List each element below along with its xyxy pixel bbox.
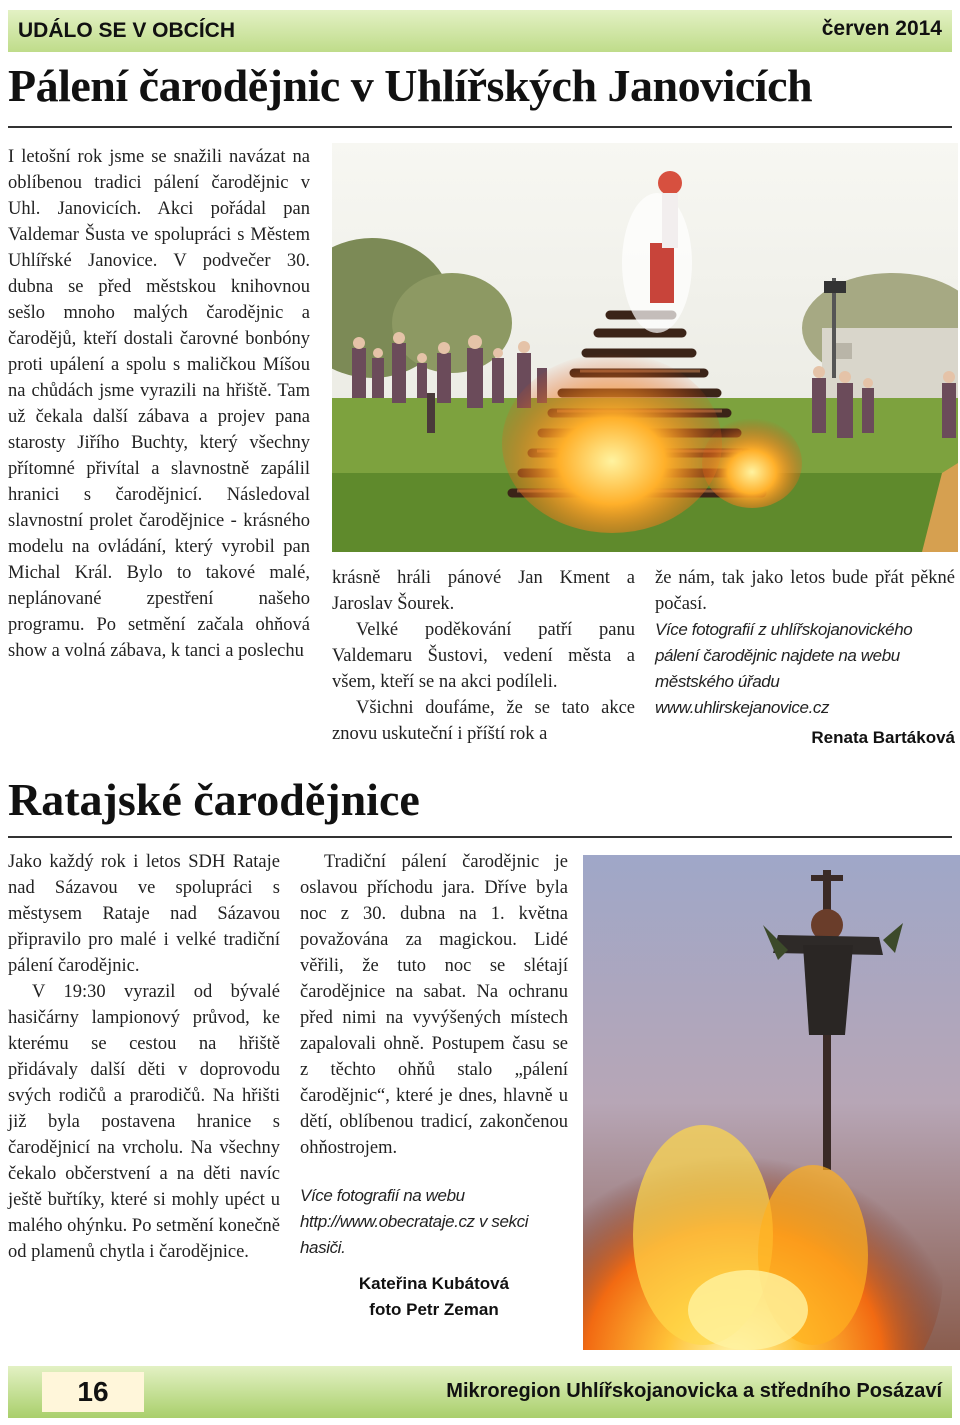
bonfire-photo-illustration bbox=[332, 143, 958, 552]
article1-paragraph: Velké poděkování patří panu Valdemaru Šustovi, vedení města a všem, kteří se na akci podíleli. bbox=[332, 620, 635, 692]
page-number: 16 bbox=[42, 1372, 144, 1412]
photo-link-note: Více fotografií z uhlířskojanovického pálení čarodějnic najdete na webu městského úřadu www.uhlirskejanovice.cz bbox=[655, 620, 913, 717]
article1-paragraph: krásně hráli pánové Jan Kment a Jaroslav Šourek. bbox=[332, 568, 635, 614]
bonfire-photo bbox=[332, 143, 958, 552]
article1-paragraph: Všichni doufáme, že se tato akce znovu uskuteční i příští rok a bbox=[332, 698, 635, 744]
article1-paragraph: I letošní rok jsme se snažili navázat na oblíbenou tradici pálení čarodějnic v Uhl. Janovicích. Akci pořádal pan Valdemar Šusta ve spolupráci s Městem Uhlířské Janovice. V podvečer 30. dubna se před městskou knihovnou sešlo mnoho malých čarodějnic a čarodějů, kteří dostali čarovné bonbóny proti upálení a spolu s maličkou Míšou na chůdách jsme vyrazili na hřiště. Tam už čekala další zábava a projev pana starosty Jiřího Buchty, který všechny přítomné přivítal a slavnostně zapálil hranici s čarodějnicí. Následoval slavnostní prolet čarodějnice - krásného modelu na ovládání, který vyrobil pan Michal Král. Bylo to takové malé, neplánované zpestření našeho programu. Po setmění začala ohňová show a volná zábava, k tanci a poslechu bbox=[8, 147, 310, 661]
article2-paragraph: Jako každý rok i letos SDH Rataje nad Sázavou ve spolupráci s městysem Rataje nad Sázavou připravilo pro malé i velké tradiční pálení čarodějnic. bbox=[8, 852, 280, 976]
article2-paragraph: V 19:30 vyrazil od bývalé hasičárny lampionový průvod, ke kterému se cestou na hřiště přidávaly další děti v doprovodu svých rodičů a prarodičů. Na hřišti již byla postavena hranice s čarodějnicí na vrcholu. Na všechny čekalo občerstvení a na děti navíc ještě buřtíky, které si mohly upéct u malého ohýnku. Po setmění konečně od plamenů chytla i čarodějnice. bbox=[8, 982, 280, 1262]
article2-column-1 bbox=[8, 849, 280, 1265]
article1-column-2 bbox=[332, 565, 635, 747]
witch-fire-photo-illustration bbox=[583, 855, 960, 1350]
article-title: Pálení čarodějnic v Uhlířských Janovicích bbox=[8, 60, 813, 111]
author-name: Renata Bartáková bbox=[811, 728, 955, 747]
issue-date: červen 2014 bbox=[821, 17, 942, 40]
title-rule bbox=[8, 126, 952, 128]
section-label: UDÁLO SE V OBCÍCH bbox=[18, 19, 236, 42]
author-name: Kateřina Kubátová bbox=[358, 1274, 510, 1293]
article1-column-1 bbox=[8, 144, 310, 664]
article2-paragraph: Tradiční pálení čarodějnic je oslavou příchodu jara. Dříve byla noc z 30. dubna na 1. května považována za magickou. Lidé věřili, že tuto noc se slétají čarodějnice na sabat. Na ochranu před nimi na vyvýšených místech zapalovali ohně. Postupem času se z těchto ohňů stalo „pálení čarodějnic“, které je dnes, hlavně u dětí, oblíbenou tradicí, zakončenou ohňostrojem. bbox=[300, 852, 568, 1158]
footer-region: Mikroregion Uhlířskojanovicka a středního Posázaví bbox=[446, 1380, 942, 1402]
article1-column-3 bbox=[655, 565, 955, 751]
photo-link-note: Více fotografií na webu http://www.obecrataje.cz v sekci hasiči. bbox=[300, 1186, 529, 1257]
article2-title: Ratajské čarodějnice bbox=[8, 774, 420, 825]
photo-credit: foto Petr Zeman bbox=[369, 1300, 499, 1319]
article2-column-2 bbox=[300, 849, 568, 1323]
witch-fire-photo bbox=[583, 855, 960, 1350]
title-rule bbox=[8, 836, 952, 838]
article1-paragraph: že nám, tak jako letos bude přát pěkné počasí. bbox=[655, 568, 955, 614]
